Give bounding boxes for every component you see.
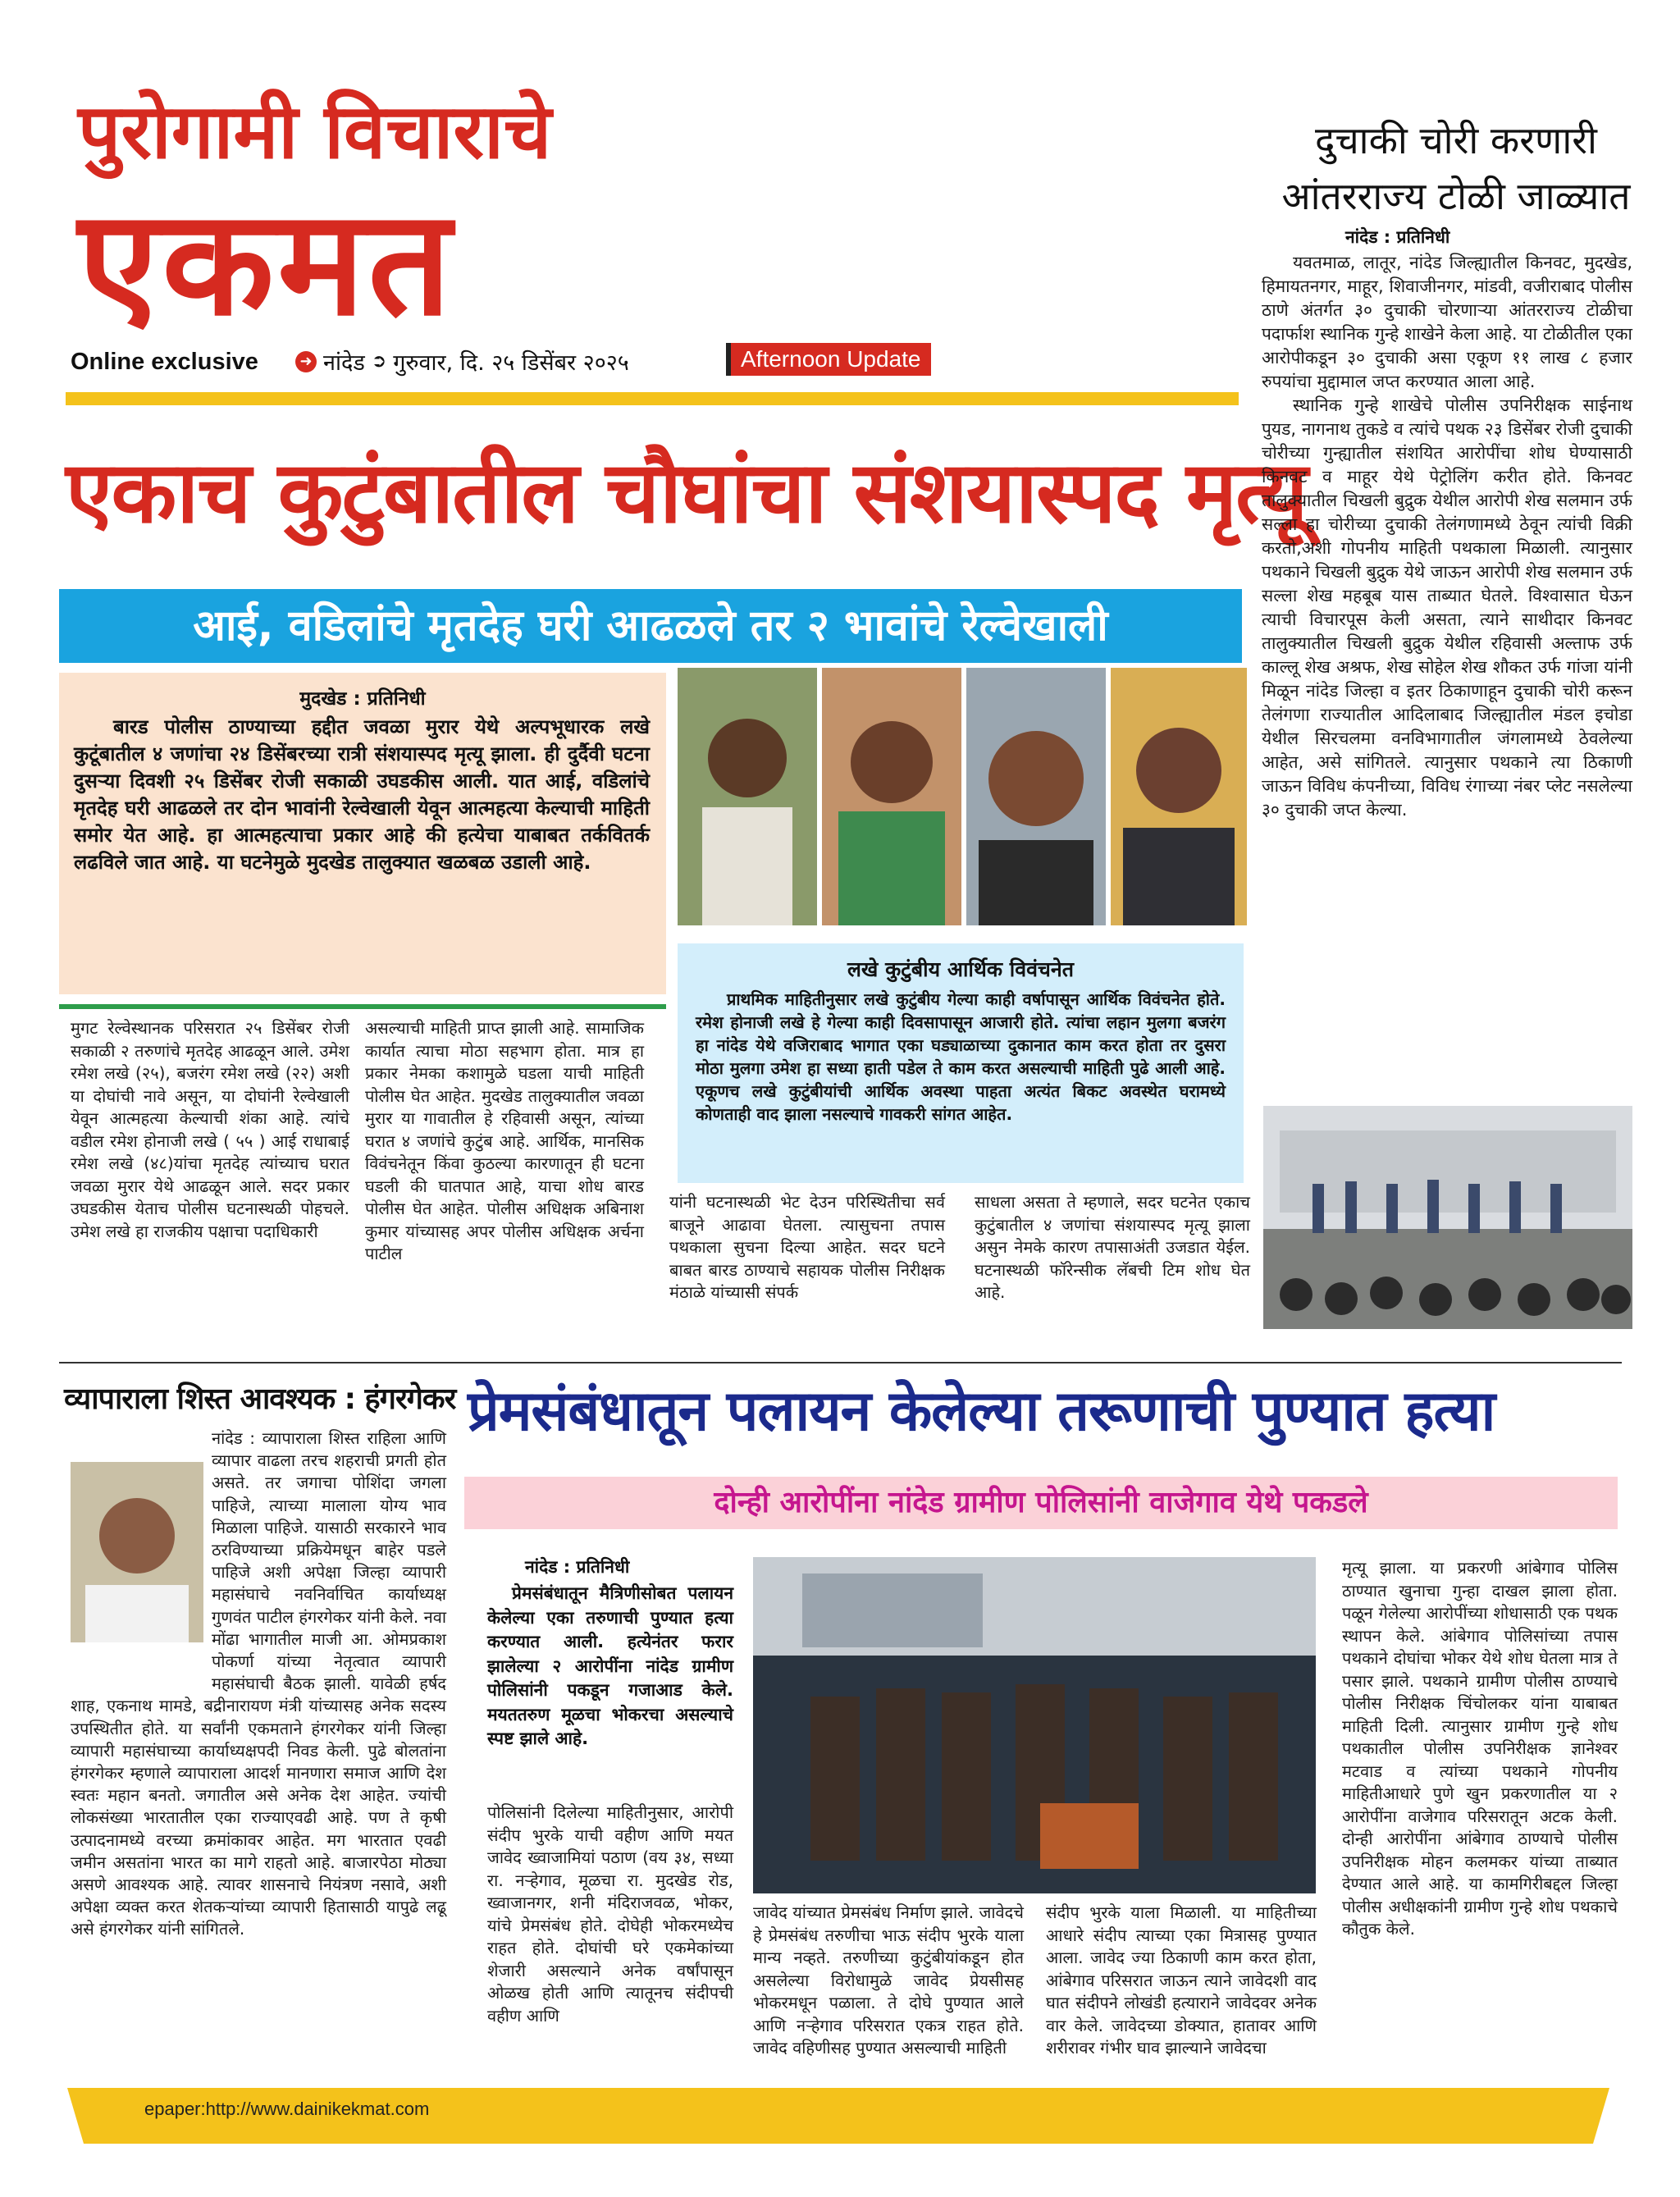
pune-col-3: संदीप भुरके याला मिळाली. या माहितीच्या आधारे संदीप त्याच्या एका मित्रासह पुण्यात आला. जावेद ज्या ठिकाणी काम करत होता, आंबेगाव परिसरात जाऊन त्याने जावेदशी वाद घात संदीपने लोखंडी हत्याराने जावेदवर अनेक वार केले. जावेदच्या डोक्यात, हातावर आणि शरीरावर गंभीर घाव झाल्याने जावेदचा xyxy=(1046,1902,1317,2058)
seized-bikes-photo xyxy=(1263,1106,1632,1329)
dateline xyxy=(295,346,629,377)
main-story-col-3: यांनी घटनास्थळी भेट देउन परिस्थितीचा सर्व बाजूने आढावा घेतला. त्यासुचना तपास पथकाला सुचना दिल्या आहेत. सदर घटने बाबत बारड ठाण्याचे सहायक पोलीस निरीक्षक मंठाळे यांच्यासी संपर्क xyxy=(669,1192,945,1302)
afternoon-update-badge: Afternoon Update xyxy=(726,343,931,376)
main-story-byline: मुदखेड : प्रतिनिधी xyxy=(299,688,426,710)
seized-bikes-image xyxy=(1263,1106,1632,1329)
right-story-headline-1: दुचाकी चोरी करणारी xyxy=(1315,118,1597,162)
left-story-text xyxy=(71,1427,446,1941)
main-headline: एकाच कुटुंबातील चौघांचा संशयास्पद मृत्यू xyxy=(66,442,1307,542)
pune-col-2: जावेद यांच्यात प्रेमसंबंध निर्माण झाले. जावेदचे हे प्रेमसंबंध तरुणीचा भाऊ संदीप भुरके याला मान्य नव्हते. तरुणीच्या कुटुंबीयांकडून होत असलेल्या विरोधामुळे जावेद प्रेयसीसह भोकरमधून पळाला. ते दोघे पुण्यात आले आणि नऱ्हेगाव परिसरात एकत्र राहत होते. जावेद वहिणीसह पुण्यात असल्याची माहिती xyxy=(753,1902,1024,2058)
main-story-col-1: मुगट रेल्वेस्थानक परिसरात २५ डिसेंबर रोजी सकाळी २ तरुणांचे मृतदेह आढळून आले. उमेश रमेश लखे (२५), बजरंग रमेश लखे (२२) अशी या दोघांची नावे असून, या दोघांनी रेल्वेखाली येवून आत्महत्या केल्याची शंका आहे. त्यांचे वडील रमेश होनाजी लखे ( ५५ ) आई राधाबाई रमेश लखे (४८)यांचा मृतदेह त्यांच्याच घरात जवळा मुरार येथे आढळून आले. सदर प्रकार उघडकीस येताच पोलीस घटनास्थळी पोहचले. उमेश लखे हा राजकीय पक्षाचा पदाधिकारी xyxy=(71,1018,349,1241)
masthead-logo: एकमत xyxy=(78,176,455,348)
arrow-right-icon: ➜ xyxy=(295,351,317,372)
pune-col-1: पोलिसांनी दिलेल्या माहितीनुसार, आरोपी संदीप भुरके याची वहीण आणि मयत जावेद ख्वाजामियां पठाण (वय ३४, सध्या रा. नऱ्हेगाव, मूळचा रा. मुदखेड रोड, ख्वाजानगर, शनी मंदिराजवळ, भोकर, यांचे प्रेमसंबंध होते. दोघेही भोकरमध्येच राहत होते. दोघांची घरे एकमेकांच्या शेजारी असल्याने अनेक वर्षांपासून ओळख होती आणि त्यातूनच संदीपची वहीण आणि xyxy=(487,1802,733,2026)
masthead-tagline: पुरोगामी विचाराचे xyxy=(78,87,552,176)
masthead-yellow-rule xyxy=(66,392,1239,405)
right-story-para-2: स्थानिक गुन्हे शाखेचे पोलीस उपनिरीक्षक साईनाथ पुयड, नागनाथ तुकडे व त्यांचे पथक २३ डिसेंबर रोजी दुचाकी चोरीच्या गुन्ह्यातील संशयित आरोपींचा शोध घेण्यासाठी किनवट व माहूर येथे पेट्रोलिंग करीत होते. किनवट तालुक्यातील चिखली बुद्रुक येथील आरोपी शेख सलमान उर्फ सल्ला हा चोरीच्या दुचाकी तेलंगणामध्ये ठेवून त्यांची विक्री करतो,अशी गोपनीय माहिती पथकाला मिळाली. त्यानुसार पथकाने चिखली बुद्रुक येथे जाऊन आरोपी शेख सलमान उर्फ सल्ला शेख महबूब यास ताब्यात घेतले. विश्वासात घेऊन त्याची विचारपूस केली असता, त्याने साथीदार किनवट तालुक्यातील चिखली बुद्रुक येथील रहिवासी अल्ताफ उर्फ काल्लू शेख अश्रफ, शेख सोहेल शेख शौकत उर्फ गांजा यांनी मिळून नांदेड जिल्हा व इतर ठिकाणाहून दुचाकी चोरी करून तेलंगणा राज्यातील आदिलाबाद जिल्ह्यातील मंडल इचोडा येथील सिरचलमा वनविभागातील जंगलामध्ये ठेवलेल्या आहेत, असे सांगितले. त्यानुसार पथकाने त्या ठिकाणी जाऊन विविध कंपनीच्या, विविध रंगाच्या नंबर प्लेट नसलेल्या ३० दुचाकी जप्त केल्या. xyxy=(1262,395,1632,820)
right-story-para-1: यवतमाळ, लातूर, नांदेड जिल्ह्यातील किनवट, मुदखेड, हिमायतनगर, माहूर, शिवाजीनगर, मांडवी, वजीराबाद पोलीस ठाणे अंतर्गत ३० दुचाकी चोरणाऱ्या आंतरराज्य टोळीचा पदार्फाश स्थानिक गुन्हे शाखेने केला आहे. या टोळीतील एका आरोपीकडून ३० दुचाकी असा एकूण ११ लाख ८ हजार रुपयांचा मुद्दामाल जप्त करण्यात आला आहे. xyxy=(1262,253,1632,391)
dateline-date: गुरुवार, दि. २५ डिसेंबर २०२५ xyxy=(393,350,629,376)
pune-col-4: मृत्यू झाला. या प्रकरणी आंबेगाव पोलिस ठाण्यात खुनाचा गुन्हा दाखल झाला होता. पळून गेलेल्या आरोपींच्या शोधासाठी एक पथक स्थापन केले. आंबेगाव पोलिसांच्या तपास पथकाने दोघांचा भोकर येथे शोध घेतला मात्र ते पसार झाले. पथकाने ग्रामीण पोलीस ठाण्याचे पोलीस निरीक्षक चिंचोलकर यांना याबाबत माहिती दिली. त्यानुसार ग्रामीण गुन्हे शोध पथकातील पोलीस उपनिरीक्षक ज्ञानेश्वर मटवाड व त्यांच्या पथकाने गोपनीय माहितीआधारे पुणे खुन प्रकरणातील या २ आरोपींना वाजेगाव परिसरातून अटक केली. दोन्ही आरोपींना आंबेगाव ठाण्याचे पोलीस उपनिरीक्षक मोहन कलमकर यांच्या ताब्यात देण्यात आले आहे. या कामगिरीबद्दल जिल्हा पोलीस अधीक्षकांनी ग्रामीण गुन्हे शोध पथकाचे कौतुक केले. xyxy=(1342,1558,1618,1939)
left-story-headline: व्यापाराला शिस्त आवश्यक : हंगरगेकर xyxy=(64,1382,456,1416)
left-story-body: नांदेड : व्यापाराला शिस्त राहिला आणि व्यापार वाढला तरच शहराची प्रगती होत असते. तर जगाचा पोशिंदा जगला पाहिजे, त्याच्या मालाला योग्य भाव मिळाला पाहिजे. यासाठी सरकारने भाव ठरविण्याच्या प्रक्रियेमधून बाहेर पडले पाहिजे अशी अपेक्षा जिल्हा व्यापारी महासंघाचे नवनिर्वाचित कार्याध्यक्ष गुणवंत पाटील हंगरगेकर यांनी केले. नवा मोंढा भागातील माजी आ. ओमप्रकाश पोकर्णा यांच्या नेतृत्वात व्यापारी महासंघाची बैठक झाली. यावेळी हर्षद शाह, एकनाथ मामडे, बद्रीनारायण मंत्री यांच्यासह अनेक सदस्य उपस्थितीत होते. या सर्वांनी एकमताने हंगरगेकर यांनी जिल्हा व्यापारी महासंघाच्या कार्याध्यक्षपदी निवड केली. पुढे बोलतांना हंगरगेकर म्हणाले व्यापाराला आदर्श मानणारा समाज आणि देश स्वतः महान बनतो. जगातील असे अनेक देश आहेत. ज्यांची लोकसंख्या भारतातील एका राज्याएवढी आहे. पण ते कृषी उत्पादनामध्ये वरच्या क्रमांकावर आहेत. मग भारतात एवढी जमीन असतांना भारत का मागे राहतो आहे. बाजारपेठा मोठ्या असणे आवश्यक आहे. त्यावर शासनाचे नियंत्रण नसावे, अशी अपेक्षा व्यक्त करत शेतकऱ्यांच्या व्यापारी हितासाठी यापुढे लढू असे हंगरगेकर यांनी सांगितले. xyxy=(71,1428,446,1939)
online-exclusive-label: Online exclusive xyxy=(71,349,258,375)
dateline-place: नांदेड xyxy=(323,350,365,376)
arrow-right-small-icon: ➲ xyxy=(371,351,387,372)
main-story-col-4: साधला असता ते म्हणाले, सदर घटनेत एकाच कुटुंबातील ४ जणांचा संशयास्पद मृत्यू झाला असुन नेमके कारण तपासाअंती उजडात येईल. घटनास्थळी फॉरेन्सीक लॅबची टिम शोध घेत आहे. xyxy=(975,1192,1250,1302)
green-rule-left xyxy=(59,1004,666,1009)
right-story-headline-2: आंतरराज्य टोळी जाळ्यात xyxy=(1281,174,1631,218)
family-finance-box-text: प्राथमिक माहितीनुसार लखे कुटुंबीय गेल्या काही वर्षापासून आर्थिक विवंचनेत होते. रमेश होनाजी लखे हे गेल्या काही दिवसापासून आजारी होते. त्यांचा लहान मुलगा बजरंग हा नांदेड येथे वजिराबाद भागात एका घड्याळाच्या दुकानात काम करत होता तर दुसरा मोठा मुलगा उमेश हा सध्या हाती पडेल ते काम करत असल्याची माहिती पुढे आली आहे. एकूणच लखे कुटुंबीयांची आर्थिक अवस्था पाहता अत्यंत बिकट अवस्थेत घरामध्ये कोणताही वाद झाला नसल्याचे गावकरी सांगत आहेत. xyxy=(696,989,1226,1124)
victim-photo-son-1 xyxy=(966,668,1106,925)
right-story-body xyxy=(1262,251,1632,822)
accused-police-photo xyxy=(753,1557,1316,1893)
section-divider xyxy=(59,1362,1622,1363)
right-story-byline: नांदेड : प्रतिनिधी xyxy=(1345,227,1450,247)
main-story-lead-text: बारड पोलीस ठाण्याच्या हद्दीत जवळा मुरार येथे अल्पभूधारक लखे कुटूंबातील ४ जणांचा २४ डिसेंबरच्या रात्री संशयास्पद मृत्यू झाला. ही दुर्दैवी घटना दुसऱ्या दिवशी २५ डिसेंबर रोजी सकाळी उघडकीस आली. यात आई, वडिलांचे मृतदेह घरी आढळले तर दोन भावांनी रेल्वेखाली येवून आत्महत्या केल्याची माहिती समोर येत आहे. हा आत्महत्याचा प्रकार आहे की हत्येचा याबाबत तर्कवितर्क लढविले जात आहे. या घटनेमुळे मुदखेड तालुक्यात खळबळ उडाली आहे. xyxy=(74,715,650,874)
pune-subheadline: दोन्ही आरोपींना नांदेड ग्रामीण पोलिसांनी वाजेगाव येथे पकडले xyxy=(464,1477,1618,1529)
family-finance-box-title: लखे कुटुंबीय आर्थिक विवंचनेत xyxy=(847,957,1075,981)
main-story-col-2: असल्याची माहिती प्राप्त झाली आहे. सामाजिक कार्यात त्याचा मोठा सहभाग होता. मात्र हा प्रकार नेमका कशामुळे घडला याची माहिती पोलीस घेत आहेत. मुदखेड तालुक्यातील जवळा मुरार या गावातील हे रहिवासी असून, त्यांच्या घरात ४ जणांचे कुटुंब आहे. आर्थिक, मानसिक विवंचनेतून किंवा कुठल्या कारणातून ही घटना घडली की घातपात आहे, याचा शोध बारड पोलीस घेत आहेत. पोलीस अधिक्षक अबिनाश कुमार यांच्यासह अपर पोलीस अधिक्षक अर्चना पाटील xyxy=(365,1018,644,1263)
main-story-lead-box xyxy=(59,673,666,994)
pune-lead: प्रेमसंबंधातून मैत्रिणीसोबत पलायन केलेल्या एका तरुणाची पुण्यात हत्या करण्यात आली. हत्येनंतर फरार झालेल्या २ आरोपींना नांदेड ग्रामीण पोलिसांनी पकडून गजाआड केले. मयततरुण मूळचा भोकरचा असल्याचे स्पष्ट झाले आहे. xyxy=(487,1583,733,1748)
victim-photo-father xyxy=(678,668,817,925)
family-finance-box xyxy=(678,943,1244,1183)
pune-byline: नांदेड : प्रतिनिधी xyxy=(525,1557,630,1577)
victim-photo-mother xyxy=(822,668,961,925)
pune-headline: प्रेमसंबंधातून पलायन केलेल्या तरूणाची पुण्यात हत्या xyxy=(468,1379,1495,1444)
main-subheadline: आई, वडिलांचे मृतदेह घरी आढळले तर २ भावांचे रेल्वेखाली xyxy=(59,589,1242,663)
footer-epaper-link[interactable]: epaper:http://www.dainikekmat.com xyxy=(144,2099,430,2119)
victim-photo-son-2 xyxy=(1111,668,1247,925)
